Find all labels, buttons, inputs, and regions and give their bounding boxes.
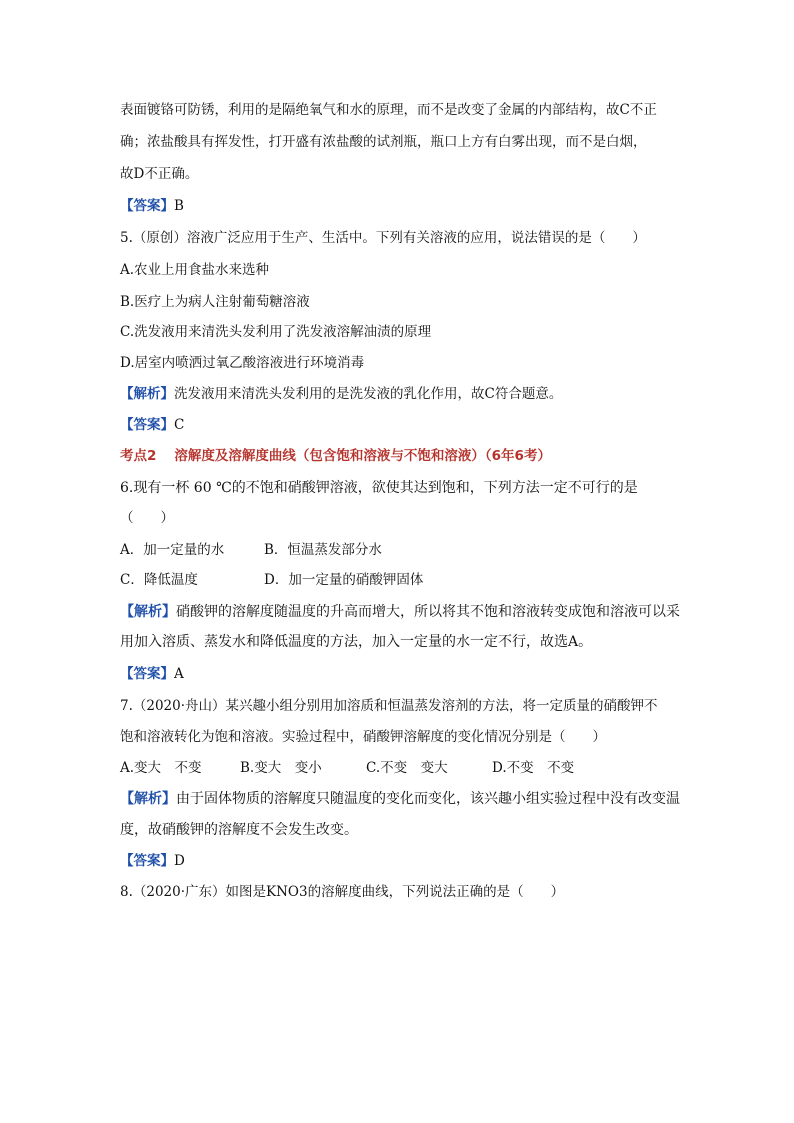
q7-analysis-cont: 度，故硝酸钾的溶解度不会发生改变。 [120,822,358,838]
answer-tag: 【答案】 [120,198,174,214]
q5-option-b: B.医疗上为病人注射葡萄糖溶液 [120,294,310,310]
answer-value: B [174,198,184,214]
q4-answer-row [120,196,184,216]
section-label: 考点2 [120,448,157,464]
q6-stem-paren: （ ） [120,510,174,526]
analysis-text: 由于固体物质的溶解度只随温度的变化而变化，该兴趣小组实验过程中没有改变温 [176,791,680,807]
answer-tag: 【答案】 [120,853,174,869]
q8-stem: 8.（2020·广东）如图是KNO3的溶解度曲线，下列说法正确的是（ ） [120,884,565,900]
answer-value: C [174,417,185,433]
analysis-tag: 【解析】 [120,386,174,402]
analysis-tag: 【解析】 [120,604,176,620]
q7-stem: 7.（2020·舟山）某兴趣小组分别用加溶质和恒温蒸发溶剂的方法，将一定质量的硝酸钾不 [120,698,658,714]
q7-option-d: D.不变 不变 [492,760,575,776]
q6-option-b: B．恒温蒸发部分水 [264,542,382,558]
answer-tag: 【答案】 [120,666,174,682]
q7-option-c: C.不变 变大 [366,760,448,776]
analysis-tag: 【解析】 [120,791,176,807]
q6-analysis-cont: 用加入溶质、蒸发水和降低温度的方法，加入一定量的水一定不行，故选A。 [120,634,593,650]
q5-option-a: A.农业上用食盐水来选种 [120,262,270,278]
q6-option-c: C．降低温度 [120,572,198,588]
q7-answer-row [120,851,185,871]
answer-value: D [174,853,185,869]
q7-stem-cont: 饱和溶液转化为饱和溶液。实验过程中，硝酸钾溶解度的变化情况分别是（ ） [120,729,606,745]
q5-analysis-row [120,384,562,404]
intro-line: 表面镀铬可防锈，利用的是隔绝氧气和水的原理，而不是改变了金属的内部结构，故C不正 [120,102,657,118]
section-heading [120,446,551,466]
q5-answer-row [120,415,184,435]
q5-stem: 5.（原创）溶液广泛应用于生产、生活中。下列有关溶液的应用，说法错误的是（ ） [120,230,646,246]
q6-analysis-row [120,602,680,622]
q6-options-row-2 [120,570,423,590]
analysis-text: 硝酸钾的溶解度随温度的升高而增大，所以将其不饱和溶液转变成饱和溶液可以采 [176,604,680,620]
q6-options-row-1 [120,540,382,560]
q7-analysis-row [120,789,680,809]
q7-options-row [120,758,574,778]
answer-tag: 【答案】 [120,417,174,433]
q6-stem: 6.现有一杯 60 ℃的不饱和硝酸钾溶液，欲使其达到饱和，下列方法一定不可行的是 [120,480,638,496]
q6-option-d: D．加一定量的硝酸钾固体 [264,572,424,588]
intro-line: 确；浓盐酸具有挥发性，打开盛有浓盐酸的试剂瓶，瓶口上方有白雾出现，而不是白烟， [120,134,647,150]
intro-line: 故D不正确。 [120,166,199,182]
q6-option-a: A．加一定量的水 [120,542,225,558]
answer-value: A [174,666,184,682]
analysis-text: 洗发液用来清洗头发利用的是洗发液的乳化作用，故C符合题意。 [174,386,563,402]
section-title: 溶解度及溶解度曲线（包含饱和溶液与不饱和溶液）（6年6考） [174,448,551,464]
q7-option-b: B.变大 变小 [240,760,322,776]
q5-option-d: D.居室内喷洒过氧乙酸溶液进行环境消毒 [120,355,365,371]
q5-option-c: C.洗发液用来清洗头发利用了洗发液溶解油渍的原理 [120,324,432,340]
q6-answer-row [120,664,184,684]
q7-option-a: A.变大 不变 [120,760,202,776]
